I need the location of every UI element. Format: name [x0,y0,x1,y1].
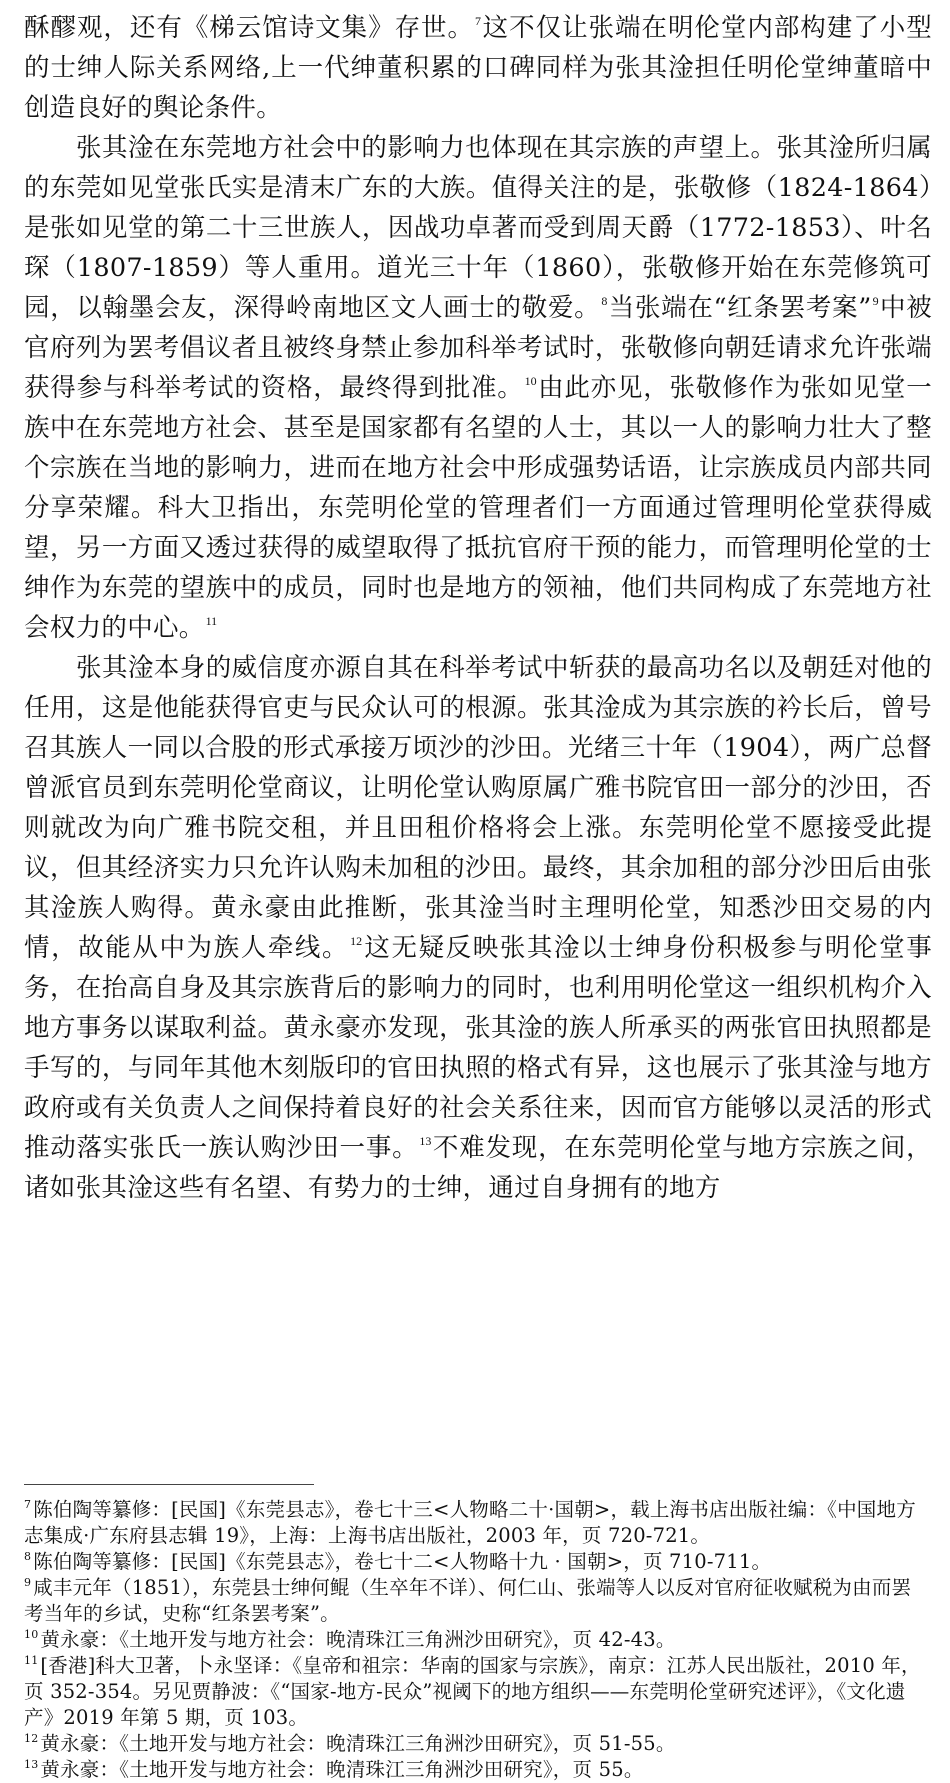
footnote-number: 11 [24,1654,39,1667]
footnote-text: 陈伯陶等纂修：[民国]《东莞县志》，卷七十三<人物略二十·国朝>，载上海书店出版社编：《中国地方志集成·广东府县志辑 19》，上海：上海书店出版社，2003 年，页 720-721。 [24,1498,916,1547]
footnote-text: 陈伯陶等纂修：[民国]《东莞县志》，卷七十二<人物略十九 · 国朝>，页 710-711。 [33,1550,772,1573]
footnotes [24,1497,929,1783]
body-paragraph [24,648,932,1208]
footnote-marker[interactable]: 7 [475,14,481,28]
footnote-item [24,1757,929,1783]
footnote-text: 黄永豪：《土地开发与地方社会：晚清珠江三角洲沙田研究》，页 55。 [40,1758,644,1781]
footnote-item [24,1549,929,1575]
paragraph-text: 酥醪观，还有《梯云馆诗文集》存世。 [24,13,474,43]
paragraph-text: 张其淦在东莞地方社会中的影响力也体现在其宗族的声望上。张其淦所归属的东莞如见堂张氏实是清末广东的大族。值得关注的是，张敬修（1824-1864）是张如见堂的第二十三世族人，因战功卓著而受到周天爵（1772-1853）、叶名琛（1807-1859）等人重用。道光三十年（1860），张敬修开始在东莞修筑可园，以翰墨会友，深得岭南地区文人画士的敬爱。 [24,133,932,323]
footnote-marker[interactable]: 10 [524,374,537,388]
paragraph-text: 当张端在“红条罢考案” [608,293,872,323]
footnote-number: 7 [24,1498,32,1511]
body-text [24,8,932,1208]
paragraph-text: 这无疑反映张其淦以士绅身份积极参与明伦堂事务，在抬高自身及其宗族背后的影响力的同时，也利用明伦堂这一组织机构介入地方事务以谋取利益。黄永豪亦发现，张其淦的族人所承买的两张官田执照都是手写的，与同年其他木刻版印的官田执照的格式有异，这也展示了张其淦与地方政府或有关负责人之间保持着良好的社会关系往来，因而官方能够以灵活的形式推动落实张氏一族认购沙田一事。 [24,933,932,1163]
paragraph-text: 不难发现，在东莞明伦堂与地方宗族之间，诸如张其淦这些有名望、有势力的士绅，通过自身拥有的地方 [24,1133,932,1203]
footnote-item [24,1575,929,1627]
paragraph-text: 由此亦见，张敬修作为张如见堂一族中在东莞地方社会、甚至是国家都有名望的人士，其以一人的影响力壮大了整个宗族在当地的影响力，进而在地方社会中形成强势话语，让宗族成员内部共同分享荣耀。科大卫指出，东莞明伦堂的管理者们一方面通过管理明伦堂获得威望，另一方面又透过获得的威望取得了抵抗官府干预的能力，而管理明伦堂的士绅作为东莞的望族中的成员，同时也是地方的领袖，他们共同构成了东莞地方社会权力的中心。 [24,373,932,643]
footnote-number: 10 [24,1628,39,1641]
footnote-number: 12 [24,1732,39,1745]
footnote-item [24,1497,929,1549]
body-paragraph [24,128,932,648]
footnote-text: 黄永豪：《土地开发与地方社会：晚清珠江三角洲沙田研究》，页 51-55。 [40,1732,676,1755]
footnote-marker[interactable]: 13 [419,1134,432,1148]
paragraph-text: 这不仅让张端在明伦堂内部构建了小型的士绅人际关系网络,上一代绅董积累的口碑同样为张其淦担任明伦堂绅董暗中创造良好的舆论条件。 [24,13,932,123]
footnote-marker[interactable]: 9 [872,294,879,308]
footnote-number: 13 [24,1758,39,1771]
footnote-item [24,1731,929,1757]
footnote-marker[interactable]: 12 [350,934,363,948]
footnote-text: 黄永豪：《土地开发与地方社会：晚清珠江三角洲沙田研究》，页 42-43。 [40,1628,676,1651]
footnote-divider [24,1484,314,1485]
footnote-marker[interactable]: 11 [205,614,218,628]
footnote-marker[interactable]: 8 [601,294,608,308]
footnote-number: 9 [24,1576,32,1589]
footnote-text: 咸丰元年（1851），东莞县士绅何鲲（生卒年不详）、何仁山、张端等人以反对官府征收赋税为由而罢考当年的乡试，史称“红条罢考案”。 [24,1576,912,1625]
footnote-text: [香港]科大卫著，卜永坚译：《皇帝和祖宗：华南的国家与宗族》，南京：江苏人民出版社，2010 年，页 352-354。另见贾静波：《“国家-地方-民众”视阈下的地方组织——东莞明伦堂研究述评》，《文化遗产》2019 年第 5 期，页 103。 [24,1654,921,1729]
footnote-item [24,1653,929,1731]
paragraph-text: 张其淦本身的威信度亦源自其在科举考试中斩获的最高功名以及朝廷对他的任用，这是他能获得官吏与民众认可的根源。张其淦成为其宗族的衿长后，曾号召其族人一同以合股的形式承接万顷沙的沙田。光绪三十年（1904），两广总督曾派官员到东莞明伦堂商议，让明伦堂认购原属广雅书院官田一部分的沙田，否则就改为向广雅书院交租，并且田租价格将会上涨。东莞明伦堂不愿接受此提议，但其经济实力只允许认购未加租的沙田。最终，其余加租的部分沙田后由张其淦族人购得。黄永豪由此推断，张其淦当时主理明伦堂，知悉沙田交易的内情，故能从中为族人牵线。 [24,653,932,963]
footnote-number: 8 [24,1550,32,1563]
paragraph-text: 中被官府列为罢考倡议者且被终身禁止参加科举考试时，张敬修向朝廷请求允许张端获得参与科举考试的资格，最终得到批准。 [24,293,932,403]
footnote-item [24,1627,929,1653]
body-paragraph [24,8,932,128]
